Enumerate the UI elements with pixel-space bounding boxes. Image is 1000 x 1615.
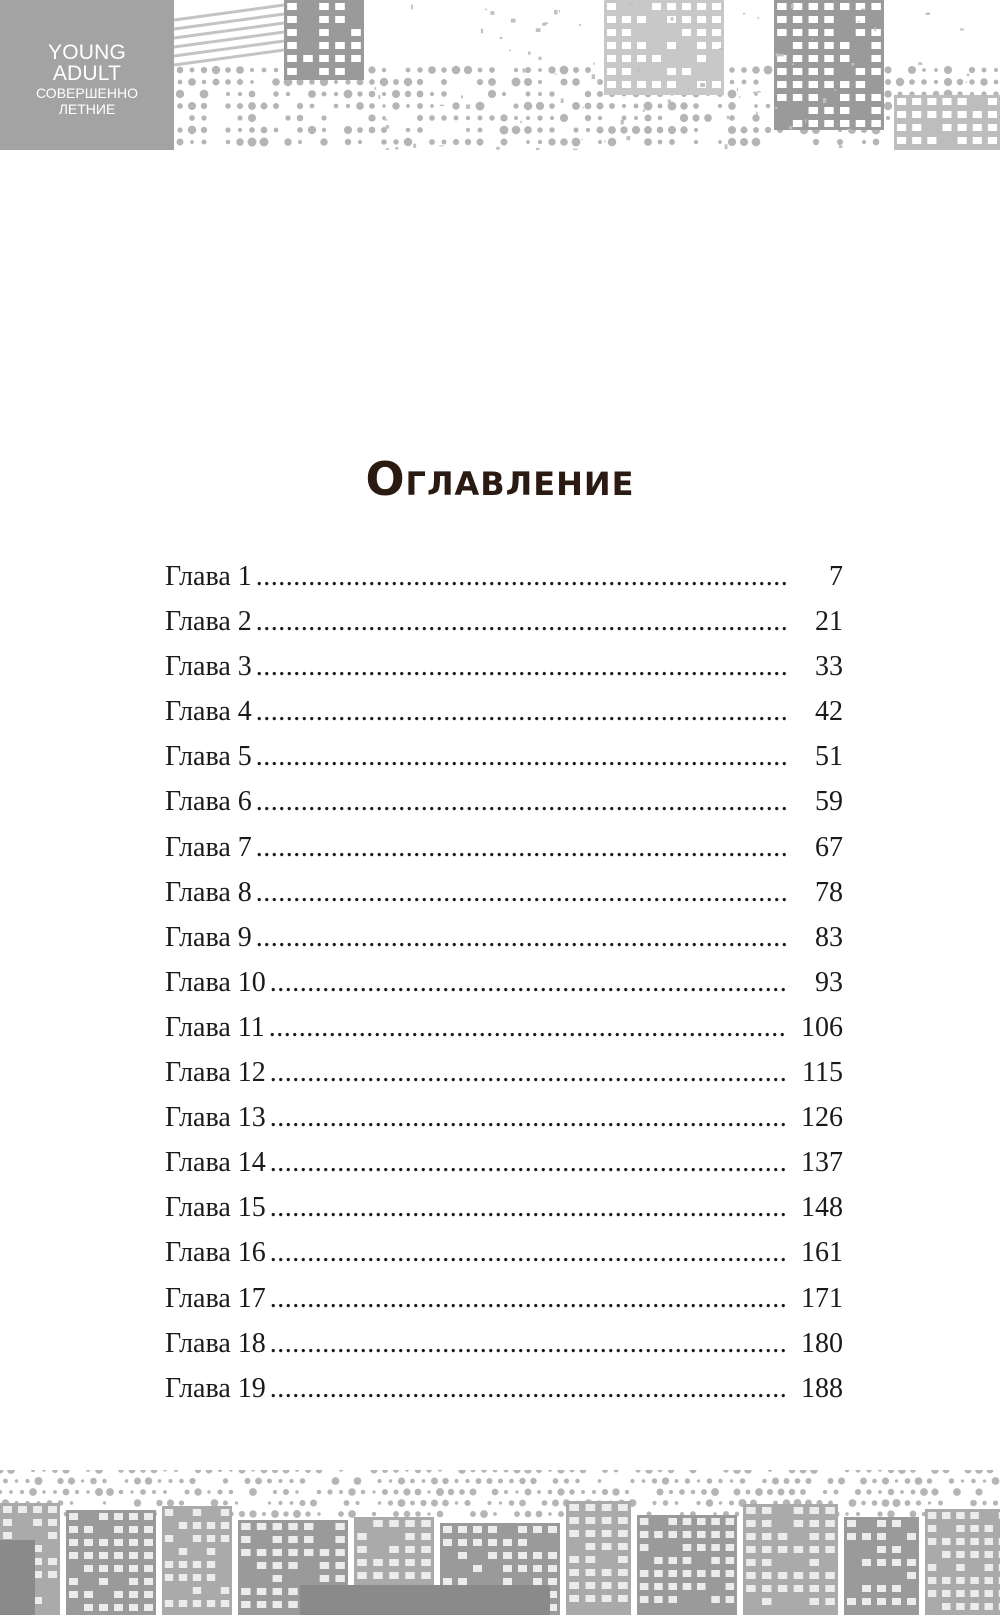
toc-entry [165, 1140, 843, 1185]
toc-entry [165, 599, 843, 644]
toc-dot-leader [256, 689, 787, 734]
toc-page-number: 21 [815, 606, 843, 638]
bottom-banner [0, 1470, 1000, 1615]
toc-dot-leader [256, 554, 787, 599]
toc-page-number: 33 [815, 651, 843, 683]
toc-page-number: 78 [815, 876, 843, 908]
toc-chapter-label: Глава 6 [165, 786, 252, 818]
toc-dot-leader [270, 960, 787, 1005]
toc-dot-leader [270, 1276, 787, 1321]
cityscape-illustration-bottom [0, 1470, 1000, 1615]
toc-page-number: 115 [802, 1057, 843, 1089]
toc-chapter-label: Глава 5 [165, 741, 252, 773]
toc-chapter-label: Глава 12 [165, 1057, 266, 1089]
cityscape-illustration-top [174, 0, 1000, 150]
toc-entry [165, 734, 843, 779]
toc-entry [165, 960, 843, 1005]
series-label-line: ЛЕТНИЕ [58, 101, 116, 117]
toc-entry [165, 1276, 843, 1321]
toc-dot-leader [256, 825, 787, 870]
toc-dot-leader [269, 1005, 787, 1050]
toc-page-number: 180 [801, 1327, 843, 1359]
toc-entry [165, 779, 843, 824]
toc-chapter-label: Глава 9 [165, 921, 252, 953]
toc-entry [165, 825, 843, 870]
toc-entry [165, 870, 843, 915]
toc-dot-leader [270, 1095, 787, 1140]
toc-page-number: 67 [815, 831, 843, 863]
toc-page-number: 7 [829, 561, 843, 592]
toc-chapter-label: Глава 8 [165, 876, 252, 908]
series-label-line: ADULT [52, 62, 122, 85]
toc-chapter-label: Глава 2 [165, 606, 252, 638]
toc-entry [165, 1321, 843, 1366]
toc-chapter-label: Глава 1 [165, 561, 252, 592]
toc-page-number: 51 [815, 741, 843, 773]
toc-page-number: 59 [815, 786, 843, 818]
toc-page-number: 106 [801, 1011, 843, 1043]
toc-chapter-label: Глава 19 [165, 1372, 266, 1404]
toc-chapter-label: Глава 18 [165, 1327, 266, 1359]
toc-page-number: 148 [801, 1192, 843, 1224]
toc-chapter-label: Глава 4 [165, 696, 252, 728]
toc-chapter-label: Глава 16 [165, 1237, 266, 1269]
toc-dot-leader [270, 1230, 787, 1275]
toc-list [165, 554, 843, 1411]
toc-entry [165, 1185, 843, 1230]
toc-chapter-label: Глава 10 [165, 966, 266, 998]
top-banner [0, 0, 1000, 150]
toc-entry [165, 644, 843, 689]
toc-dot-leader [270, 1050, 787, 1095]
toc-entry [165, 1095, 843, 1140]
toc-entry [165, 1005, 843, 1050]
toc-dot-leader [270, 1140, 787, 1185]
toc-page-number: 83 [815, 921, 843, 953]
toc-chapter-label: Глава 13 [165, 1102, 266, 1134]
toc-page-number: 171 [801, 1282, 843, 1314]
series-label [0, 0, 174, 150]
series-label-line: YOUNG [47, 41, 126, 64]
toc-dot-leader [270, 1366, 787, 1411]
toc-entry [165, 1230, 843, 1275]
toc-page-number: 161 [801, 1237, 843, 1269]
toc-entry [165, 915, 843, 960]
toc-chapter-label: Глава 15 [165, 1192, 266, 1224]
toc-dot-leader [256, 779, 787, 824]
toc-dot-leader [270, 1321, 787, 1366]
page-title: Оглавление [365, 452, 635, 506]
toc-chapter-label: Глава 17 [165, 1282, 266, 1314]
toc-dot-leader [270, 1185, 787, 1230]
toc-chapter-label: Глава 7 [165, 831, 252, 863]
toc-dot-leader [256, 599, 787, 644]
toc-page-number: 93 [815, 966, 843, 998]
toc-entry [165, 554, 843, 599]
toc-dot-leader [256, 644, 787, 689]
toc-page-number: 126 [801, 1102, 843, 1134]
toc-dot-leader [256, 870, 787, 915]
toc-entry [165, 689, 843, 734]
toc-chapter-label: Глава 14 [165, 1147, 266, 1179]
toc-chapter-label: Глава 11 [165, 1011, 265, 1043]
toc-chapter-label: Глава 3 [165, 651, 252, 683]
toc-entry [165, 1050, 843, 1095]
toc-page-number: 188 [801, 1372, 843, 1404]
toc-entry [165, 1366, 843, 1411]
toc-page-number: 137 [801, 1147, 843, 1179]
toc-dot-leader [256, 734, 787, 779]
toc-page-number: 42 [815, 696, 843, 728]
series-label-line: СОВЕРШЕННО [36, 85, 138, 101]
toc-dot-leader [256, 915, 787, 960]
